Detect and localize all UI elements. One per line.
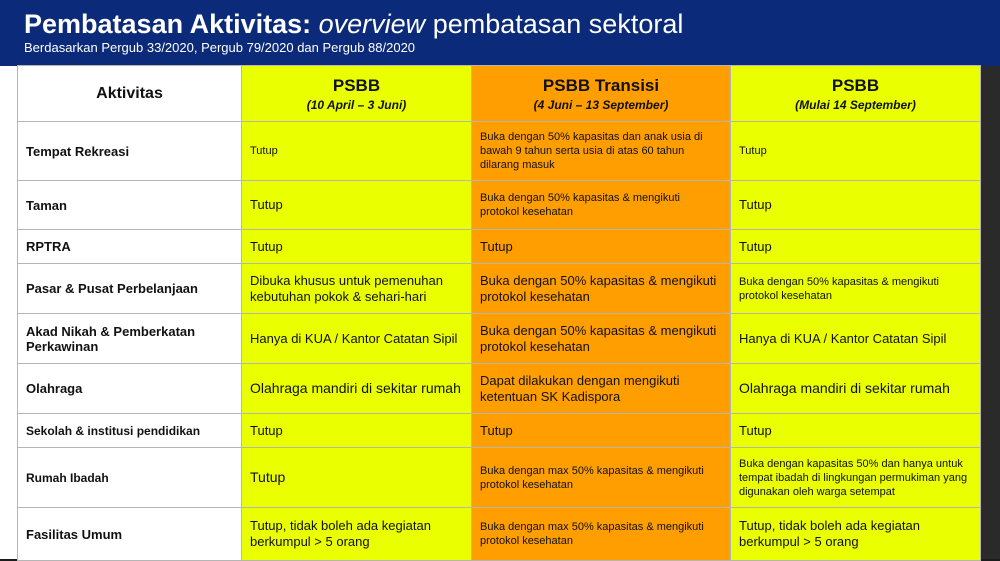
psbb-sept-cell: Tutup, tidak boleh ada kegiatan berkumpul > 5 orang xyxy=(731,508,981,561)
activity-label: Tempat Rekreasi xyxy=(18,122,242,181)
right-edge-panel xyxy=(980,66,1000,559)
psbb-cell: Tutup xyxy=(242,122,472,181)
table-row xyxy=(18,364,981,414)
psbb-sept-cell: Hanya di KUA / Kantor Catatan Sipil xyxy=(731,314,981,364)
title-italic: overview xyxy=(318,9,426,39)
header-row xyxy=(18,66,981,122)
table-row xyxy=(18,448,981,508)
table-row xyxy=(18,122,981,181)
transisi-cell: Buka dengan max 50% kapasitas & mengikuti protokol kesehatan xyxy=(472,448,731,508)
psbb-cell: Tutup, tidak boleh ada kegiatan berkumpul > 5 orang xyxy=(242,508,472,561)
psbb-cell: Tutup xyxy=(242,181,472,230)
restrictions-table xyxy=(17,65,981,561)
psbb-cell: Tutup xyxy=(242,448,472,508)
psbb-cell: Olahraga mandiri di sekitar rumah xyxy=(242,364,472,414)
activity-label: Rumah Ibadah xyxy=(18,448,242,508)
title-rest: pembatasan sektoral xyxy=(432,9,684,39)
psbb-cell: Tutup xyxy=(242,230,472,264)
table-row xyxy=(18,414,981,448)
table-row xyxy=(18,181,981,230)
activity-label: Sekolah & institusi pendidikan xyxy=(18,414,242,448)
transisi-cell: Tutup xyxy=(472,230,731,264)
activity-label: RPTRA xyxy=(18,230,242,264)
phase-dates: (10 April – 3 Juni) xyxy=(306,97,407,112)
transisi-cell: Buka dengan 50% kapasitas & mengikuti protokol kesehatan xyxy=(472,181,731,230)
activity-label: Taman xyxy=(18,181,242,230)
table-row xyxy=(18,508,981,561)
transisi-cell: Buka dengan 50% kapasitas & mengikuti protokol kesehatan xyxy=(472,314,731,364)
transisi-cell: Buka dengan max 50% kapasitas & mengikuti protokol kesehatan xyxy=(472,508,731,561)
psbb-cell: Dibuka khusus untuk pemenuhan kebutuhan pokok & sehari-hari xyxy=(242,264,472,314)
phase-header-psbb-transisi xyxy=(472,66,731,122)
psbb-sept-cell: Tutup xyxy=(731,181,981,230)
psbb-sept-cell: Buka dengan 50% kapasitas & mengikuti protokol kesehatan xyxy=(731,264,981,314)
table-row xyxy=(18,230,981,264)
transisi-cell: Buka dengan 50% kapasitas dan anak usia di bawah 9 tahun serta usia di atas 60 tahun dilarang masuk xyxy=(472,122,731,181)
activity-label: Fasilitas Umum xyxy=(18,508,242,561)
phase-header-psbb-2 xyxy=(731,66,981,122)
transisi-cell: Buka dengan 50% kapasitas & mengikuti protokol kesehatan xyxy=(472,264,731,314)
table-row xyxy=(18,264,981,314)
phase-title: PSBB xyxy=(332,75,381,95)
psbb-sept-cell: Olahraga mandiri di sekitar rumah xyxy=(731,364,981,414)
activity-label: Pasar & Pusat Perbelanjaan xyxy=(18,264,242,314)
phase-header-psbb-1 xyxy=(242,66,472,122)
title-bold: Pembatasan Aktivitas: xyxy=(24,9,312,39)
table-row xyxy=(18,314,981,364)
aktivitas-header: Aktivitas xyxy=(18,66,242,122)
activity-label: Akad Nikah & Pemberkatan Perkawinan xyxy=(18,314,242,364)
slide-subtitle: Berdasarkan Pergub 33/2020, Pergub 79/2020 dan Pergub 88/2020 xyxy=(24,40,416,55)
phase-title: PSBB Transisi xyxy=(542,75,660,95)
transisi-cell: Dapat dilakukan dengan mengikuti ketentuan SK Kadispora xyxy=(472,364,731,414)
psbb-sept-cell: Tutup xyxy=(731,414,981,448)
psbb-cell: Tutup xyxy=(242,414,472,448)
phase-dates: (Mulai 14 September) xyxy=(795,97,916,112)
slide-header xyxy=(0,0,1000,66)
transisi-cell: Tutup xyxy=(472,414,731,448)
phase-dates: (4 Juni – 13 September) xyxy=(533,97,669,112)
psbb-sept-cell: Buka dengan kapasitas 50% dan hanya untuk tempat ibadah di lingkungan permukiman yang digunakan oleh warga setempat xyxy=(731,448,981,508)
psbb-sept-cell: Tutup xyxy=(731,122,981,181)
psbb-cell: Hanya di KUA / Kantor Catatan Sipil xyxy=(242,314,472,364)
slide-title xyxy=(24,8,683,40)
activity-label: Olahraga xyxy=(18,364,242,414)
phase-title: PSBB xyxy=(831,75,880,95)
psbb-sept-cell: Tutup xyxy=(731,230,981,264)
